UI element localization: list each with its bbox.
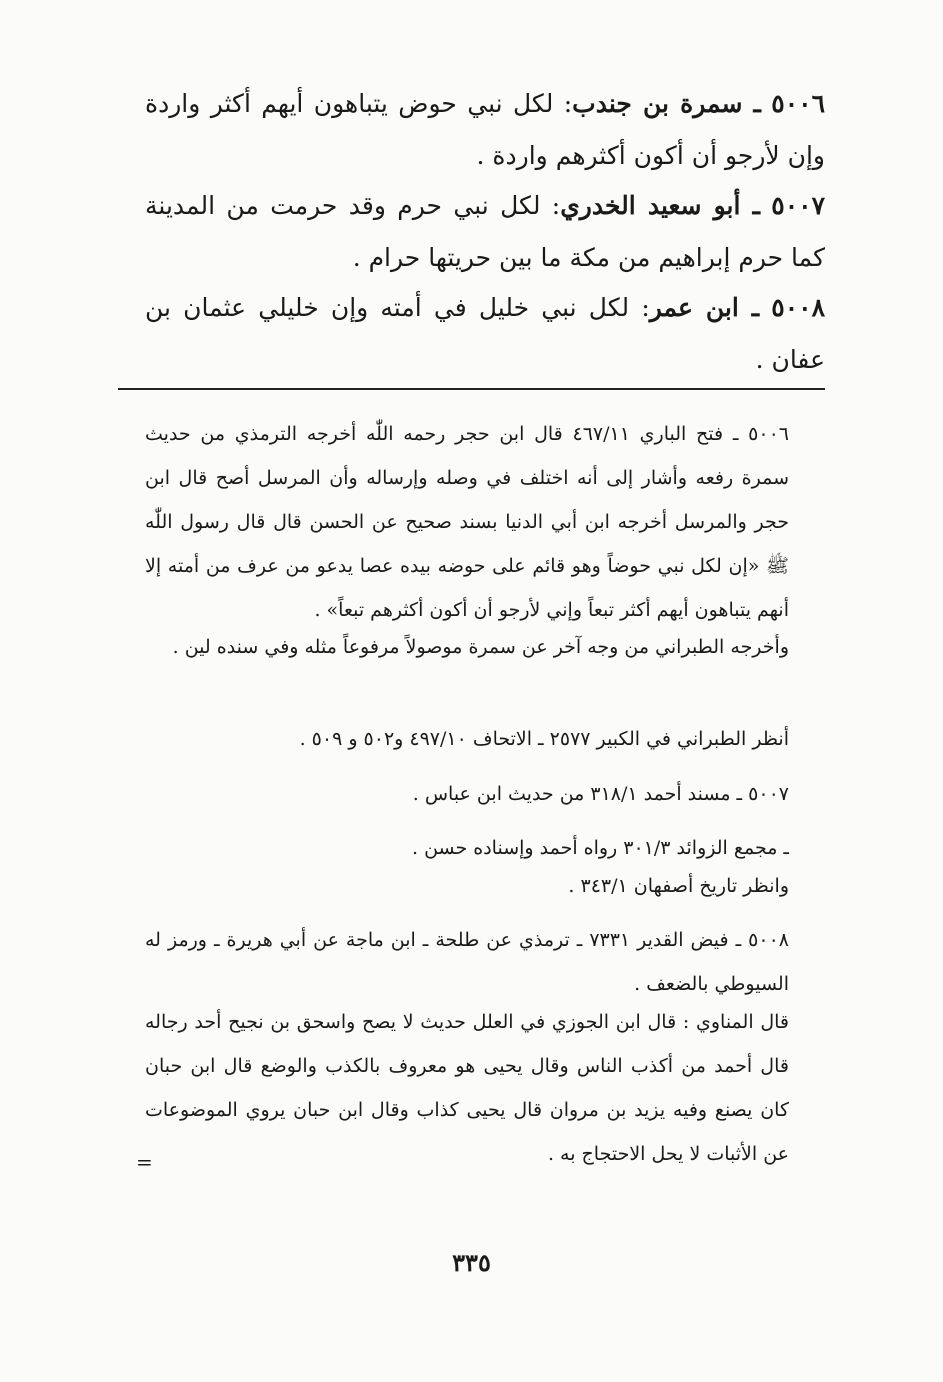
- footnote-references: [145, 717, 825, 761]
- page-number: ٣٣٥: [452, 1248, 491, 1277]
- footnote-text: قال المناوي : قال ابن الجوزي في العلل حديث لا يصح واسحق بن نجيح أحد رجاله قال أحمد من أكذب الناس وقال يحيى هو معروف بالكذب والوضع قال ابن حبان كان يصنع وفيه يزيد بن مروان قال يحيى كذاب وقال ابن حبان يروي الموضوعات عن الأثبات لا يحل الاحتجاج به .: [145, 1011, 789, 1165]
- footnote-munawi: [145, 1000, 825, 1176]
- footnote-text: ٥٠٠٧ ـ مسند أحمد ٣١٨/١ من حديث ابن عباس .: [412, 783, 789, 805]
- hadith-5006: ٥٠٠٦ ـ سمرة بن جندب: لكل نبي حوض يتباهون أيهم أكثر واردة وإن لأرجو أن أكون أكثرهم واردة .: [145, 89, 826, 170]
- footnote-text: ٥٠٠٨ ـ فيض القدير ٧٣٣١ ـ ترمذي عن طلحة ـ ابن ماجة عن أبي هريرة ـ ورمز له السيوطي بالضعف .: [145, 929, 789, 995]
- hadith-text: لكل نبي خليل في أمته وإن خليلي عثمان بن عفان .: [145, 293, 825, 374]
- footnote-text: وانظر تاريخ أصفهان ٣٤٣/١ .: [568, 875, 789, 897]
- footnote-isfahan: [145, 864, 825, 908]
- hadith-5008: ٥٠٠٨ ـ ابن عمر: لكل نبي خليل في أمته وإن خليلي عثمان بن عفان .: [145, 293, 826, 374]
- hadith-number: ٥٠٠٨: [771, 293, 826, 322]
- footnote-5007: [145, 772, 825, 816]
- hadith-text: لكل نبي حرم وقد حرمت من المدينة كما حرم إبراهيم من مكة ما بين حريتها حرام .: [145, 191, 825, 272]
- footnote-5008: [145, 918, 825, 1006]
- hadith-narrator: سمرة بن جندب: [572, 89, 743, 118]
- footnote-text: وأخرجه الطبراني من وجه آخر عن سمرة موصولاً مرفوعاً مثله وفي سنده لين .: [172, 636, 789, 658]
- footnote-5006: ٥٠٠٦ ـ فتح الباري ٤٦٧/١١ قال ابن حجر رحمه اللّٰه أخرجه الترمذي من حديث سمرة رفعه وأشار إلى أنه اختلف في وصله وإرساله وأن المرسل أصح قال ابن حجر والمرسل أخرجه ابن أبي الدنيا بسند صحيح عن الحسن قال قال رسول اللّٰه ﷺ «إن لكل نبي حوضاً وهو قائم على حوضه بيده عصا يدعو من عرف من أمته إلا أنهم يتباهون أيهم أكثر تبعاً وإني لأرجو أن أكون أكثرهم تبعاً» .: [145, 423, 789, 621]
- footnote-text: أنظر الطبراني في الكبير ٢٥٧٧ ـ الاتحاف ٤٩٧/١٠ و٥٠٢ و ٥٠٩ .: [299, 728, 789, 750]
- footnotes: [145, 412, 825, 632]
- hadith-number: ٥٠٠٧: [771, 191, 825, 220]
- hadith-text: لكل نبي حوض يتباهون أيهم أكثر واردة وإن لأرجو أن أكون أكثرهم واردة .: [145, 89, 825, 170]
- footnote-text: ـ مجمع الزوائد ٣٠١/٣ رواه أحمد وإسناده حسن .: [411, 837, 789, 859]
- continuation-mark: =: [136, 1150, 153, 1174]
- hadith-5007: ٥٠٠٧ ـ أبو سعيد الخدري: لكل نبي حرم وقد حرمت من المدينة كما حرم إبراهيم من مكة ما بين حريتها حرام .: [145, 191, 825, 272]
- hadith-narrator: أبو سعيد الخدري: [560, 191, 741, 220]
- hadith-number: ٥٠٠٦: [771, 89, 826, 118]
- footnote-tabarani: [145, 625, 825, 669]
- hadith-narrator: ابن عمر: [649, 293, 739, 322]
- footnote-divider: [118, 388, 825, 390]
